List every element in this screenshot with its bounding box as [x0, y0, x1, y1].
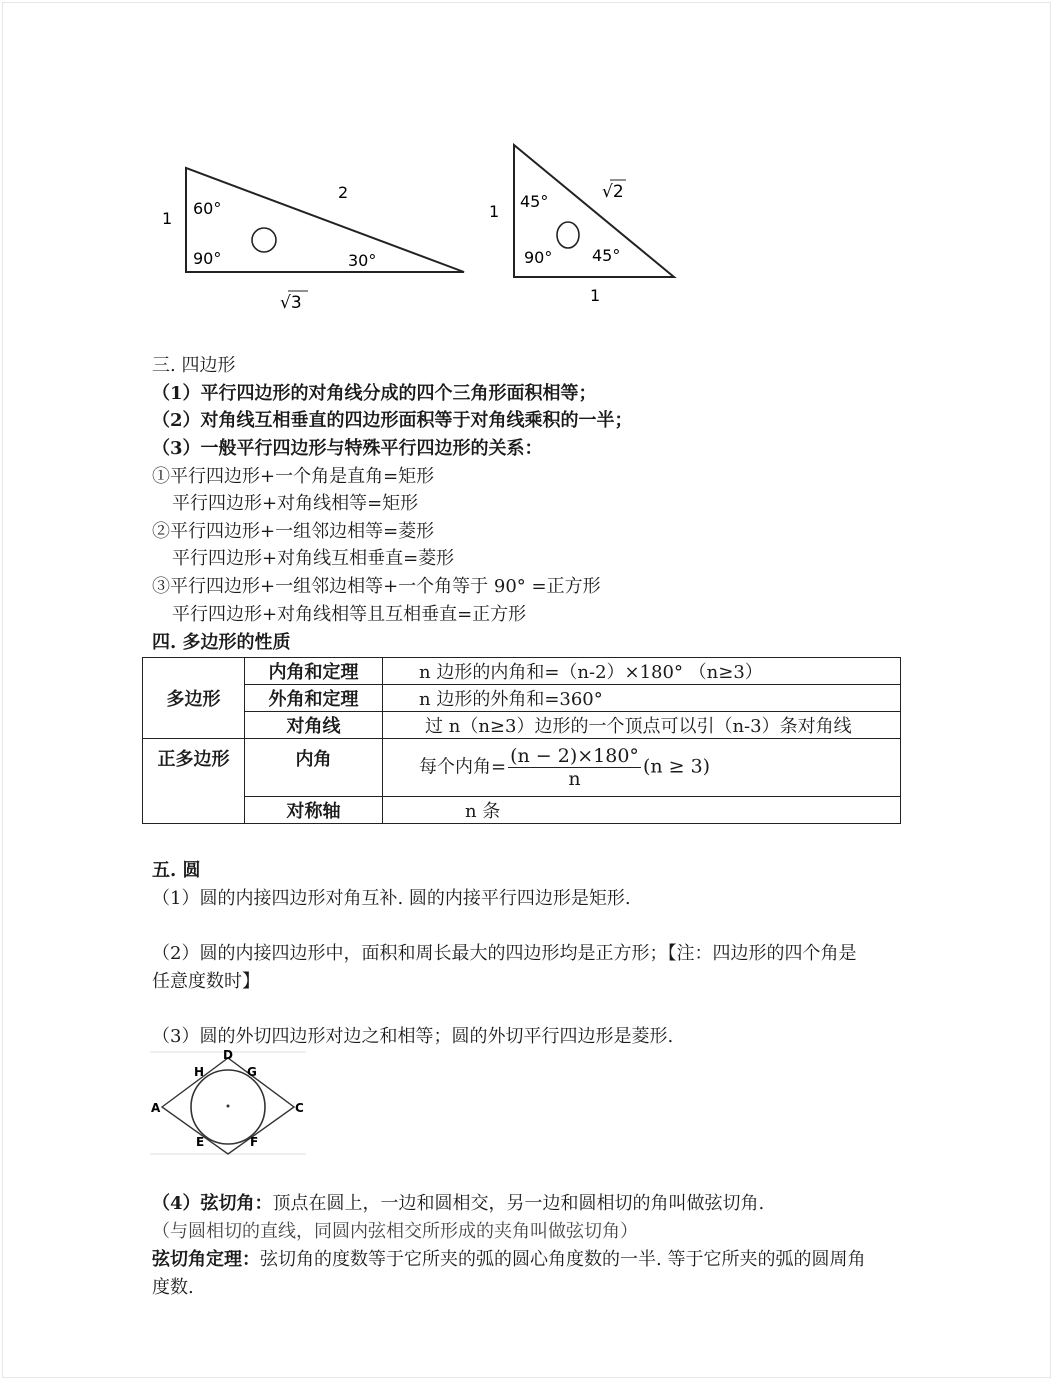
triangle-1-angle-right: 90°	[193, 249, 222, 268]
section-3-title: 三. 四边形	[152, 355, 236, 376]
section-5-title: 五. 圆	[152, 860, 201, 881]
section-3-point-1: （1）平行四边形的对角线分成的四个三角形面积相等；	[152, 383, 597, 404]
table-row	[143, 658, 901, 685]
circumscribed-rhombus-figure	[150, 1050, 310, 1158]
section-5-point-4	[152, 1192, 764, 1216]
theorem-label: 弦切角定理：	[152, 1249, 260, 1270]
theorem-tail: 度数.	[152, 1277, 194, 1298]
circle-center-dot	[227, 1105, 230, 1108]
relation-2a: ②平行四边形+一组邻边相等=菱形	[152, 521, 435, 542]
table-row	[143, 685, 901, 712]
theorem-line	[152, 1248, 865, 1272]
label-E: E	[196, 1135, 205, 1149]
row-value: n 边形的内角和=（n-2）×180° （n≥3）	[383, 658, 901, 685]
relation-3b: 平行四边形+对角线相等且互相垂直=正方形	[172, 604, 527, 625]
triangle-1-side-hyp: 2	[338, 183, 349, 202]
row-value-formula	[383, 739, 901, 797]
section-5-point-1: （1）圆的内接四边形对角互补. 圆的内接平行四边形是矩形.	[152, 888, 631, 909]
section-4-title: 四. 多边形的性质	[152, 632, 291, 653]
section-3-point-2: （2）对角线互相垂直的四边形面积等于对角线乘积的一半；	[152, 410, 633, 431]
row-name: 对角线	[245, 712, 383, 739]
formula-suffix: (n ≥ 3)	[642, 755, 711, 778]
group-regular-polygon: 正多边形	[143, 739, 245, 824]
relation-1b: 平行四边形+对角线相等=矩形	[172, 493, 419, 514]
table-row	[143, 739, 901, 797]
relation-1a: ①平行四边形+一个角是直角=矩形	[152, 466, 435, 487]
triangle-1-center-circle	[252, 228, 276, 252]
section-5-point-2b: 任意度数时】	[152, 971, 260, 992]
triangle-2-side-left: 1	[489, 202, 500, 221]
section-5-point-3: （3）圆的外切四边形对边之和相等；圆的外切平行四边形是菱形.	[152, 1026, 674, 1047]
table-row	[143, 712, 901, 739]
triangle-1-side-left: 1	[162, 209, 173, 228]
triangle-45-45-90-figure	[480, 135, 690, 310]
formula-prefix: 每个内角=	[419, 756, 507, 778]
row-name: 外角和定理	[245, 685, 383, 712]
formula-denominator: n	[568, 768, 581, 790]
polygon-properties-table	[142, 657, 901, 824]
label-C: C	[295, 1101, 304, 1115]
row-name: 内角	[245, 739, 383, 797]
formula-fraction	[508, 745, 641, 790]
formula-numerator: (n − 2)×180°	[510, 745, 639, 767]
section-5-point-2a: （2）圆的内接四边形中，面积和周长最大的四边形均是正方形；【注：四边形的四个角是	[152, 943, 857, 964]
label-H: H	[194, 1065, 205, 1079]
label-G: G	[247, 1065, 257, 1079]
triangle-1-angle-far: 30°	[348, 251, 377, 270]
row-value: n 条	[383, 797, 901, 824]
triangle-1-shape	[186, 168, 464, 272]
triangle-2-side-hyp: √2	[602, 182, 624, 202]
relation-2b: 平行四边形+对角线互相垂直=菱形	[172, 548, 455, 569]
triangle-1-angle-top: 60°	[193, 199, 222, 218]
theorem-text: 弦切角的度数等于它所夹的弧的圆心角度数的一半. 等于它所夹的弧的圆周角	[260, 1249, 866, 1270]
triangle-2-angle-far: 45°	[592, 246, 621, 265]
section-5-point-4-note: （与圆相切的直线，同圆内弦相交所形成的夹角叫做弦切角）	[152, 1221, 638, 1242]
triangle-2-angle-right: 90°	[524, 248, 553, 267]
label-D: D	[223, 1050, 233, 1062]
triangle-2-center-circle	[557, 222, 579, 248]
row-name: 对称轴	[245, 797, 383, 824]
point-4-text: 顶点在圆上，一边和圆相交，另一边和圆相切的角叫做弦切角.	[272, 1193, 765, 1214]
group-polygon: 多边形	[143, 658, 245, 739]
row-name: 内角和定理	[245, 658, 383, 685]
triangle-2-side-bottom: 1	[590, 286, 601, 305]
section-3-point-3: （3）一般平行四边形与特殊平行四边形的关系：	[152, 438, 543, 459]
relation-3a: ③平行四边形+一组邻边相等+一个角等于 90° =正方形	[152, 576, 601, 597]
triangle-1-side-bottom: √3	[280, 293, 302, 313]
triangle-30-60-90-figure	[150, 150, 480, 320]
row-value: 过 n（n≥3）边形的一个顶点可以引（n-3）条对角线	[383, 712, 901, 739]
triangle-2-angle-top: 45°	[520, 192, 549, 211]
point-4-label: （4）弦切角：	[152, 1193, 273, 1214]
table-row	[143, 797, 901, 824]
row-value: n 边形的外角和=360°	[383, 685, 901, 712]
label-F: F	[250, 1135, 259, 1149]
label-A: A	[151, 1101, 161, 1115]
